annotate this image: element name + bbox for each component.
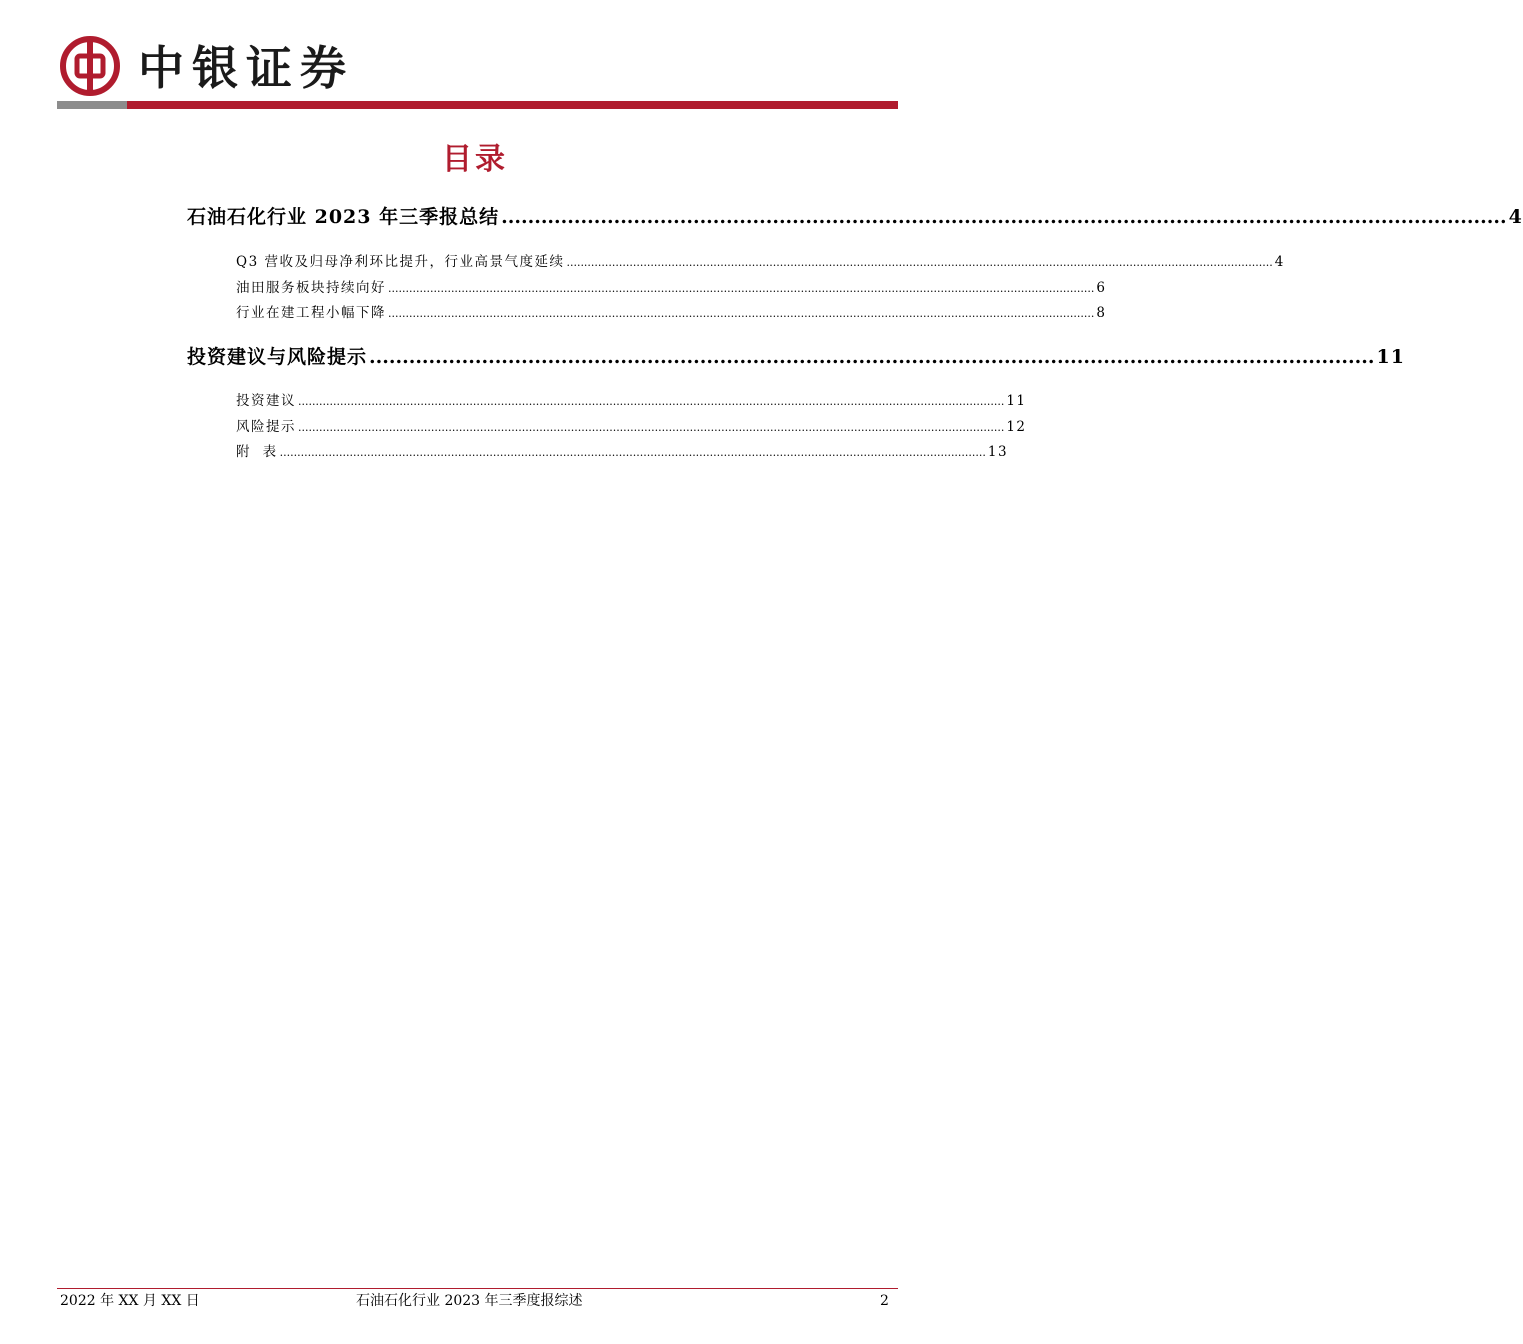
footer-rule (57, 1288, 898, 1289)
toc-item[interactable] (236, 391, 1027, 412)
toc-item[interactable] (236, 252, 1285, 273)
brand-name: 中银证券 (138, 41, 354, 95)
toc-page-number: 13 (987, 444, 1009, 460)
toc-page-number: 4 (1274, 254, 1285, 270)
toc-leader-dots: ........................................................................................................................................................ (369, 346, 1375, 368)
toc-page-number: 12 (1006, 419, 1027, 435)
toc-item[interactable] (236, 303, 1107, 324)
toc-leader-dots: .......................................................................................................................................................................................................... (388, 307, 1095, 320)
toc-title: 目录 (442, 142, 508, 177)
toc-section-label: 石油石化行业 2023 年三季报总结 (187, 206, 500, 228)
toc-item[interactable] (236, 417, 1027, 438)
toc-section-1[interactable] (187, 203, 1523, 231)
toc-item-label: 风险提示 (236, 419, 296, 435)
toc-leader-dots: ........................................................................................................................................................ (501, 206, 1507, 228)
footer-report-title: 石油石化行业 2023 年三季度报综述 (356, 1293, 583, 1309)
toc-page-number: 6 (1096, 280, 1107, 296)
toc-item-label: 油田服务板块持续向好 (236, 280, 386, 296)
toc-item-label: 附 表 (236, 444, 278, 460)
toc-leader-dots: .......................................................................................................................................................................................................... (388, 282, 1095, 295)
toc-page-number: 11 (1006, 393, 1027, 409)
toc-leader-dots: .......................................................................................................................................................................................................... (279, 446, 986, 459)
toc-item-label: 投资建议 (236, 393, 296, 409)
toc-item[interactable] (236, 442, 1009, 463)
toc-page-number: 8 (1096, 305, 1107, 321)
toc-item-label: Q3 营收及归母净利环比提升，行业高景气度延续 (236, 254, 565, 270)
toc-leader-dots: .......................................................................................................................................................................................................... (298, 421, 1005, 434)
footer-page-number: 2 (880, 1293, 889, 1309)
toc-leader-dots: .......................................................................................................................................................................................................... (298, 395, 1005, 408)
toc-leader-dots: .......................................................................................................................................................................................................... (566, 256, 1273, 269)
toc-section-2[interactable] (187, 343, 1405, 371)
footer-date: 2022 年 XX 月 XX 日 (60, 1293, 200, 1309)
toc-page-number: 11 (1376, 346, 1405, 368)
toc-page-number: 4 (1508, 206, 1523, 228)
bank-of-china-logo-icon (60, 36, 120, 96)
header-rule-grey (57, 101, 127, 109)
header-rule-red (127, 101, 898, 109)
toc-item-label: 行业在建工程小幅下降 (236, 305, 386, 321)
toc-section-label: 投资建议与风险提示 (187, 346, 368, 368)
toc-item[interactable] (236, 278, 1107, 299)
